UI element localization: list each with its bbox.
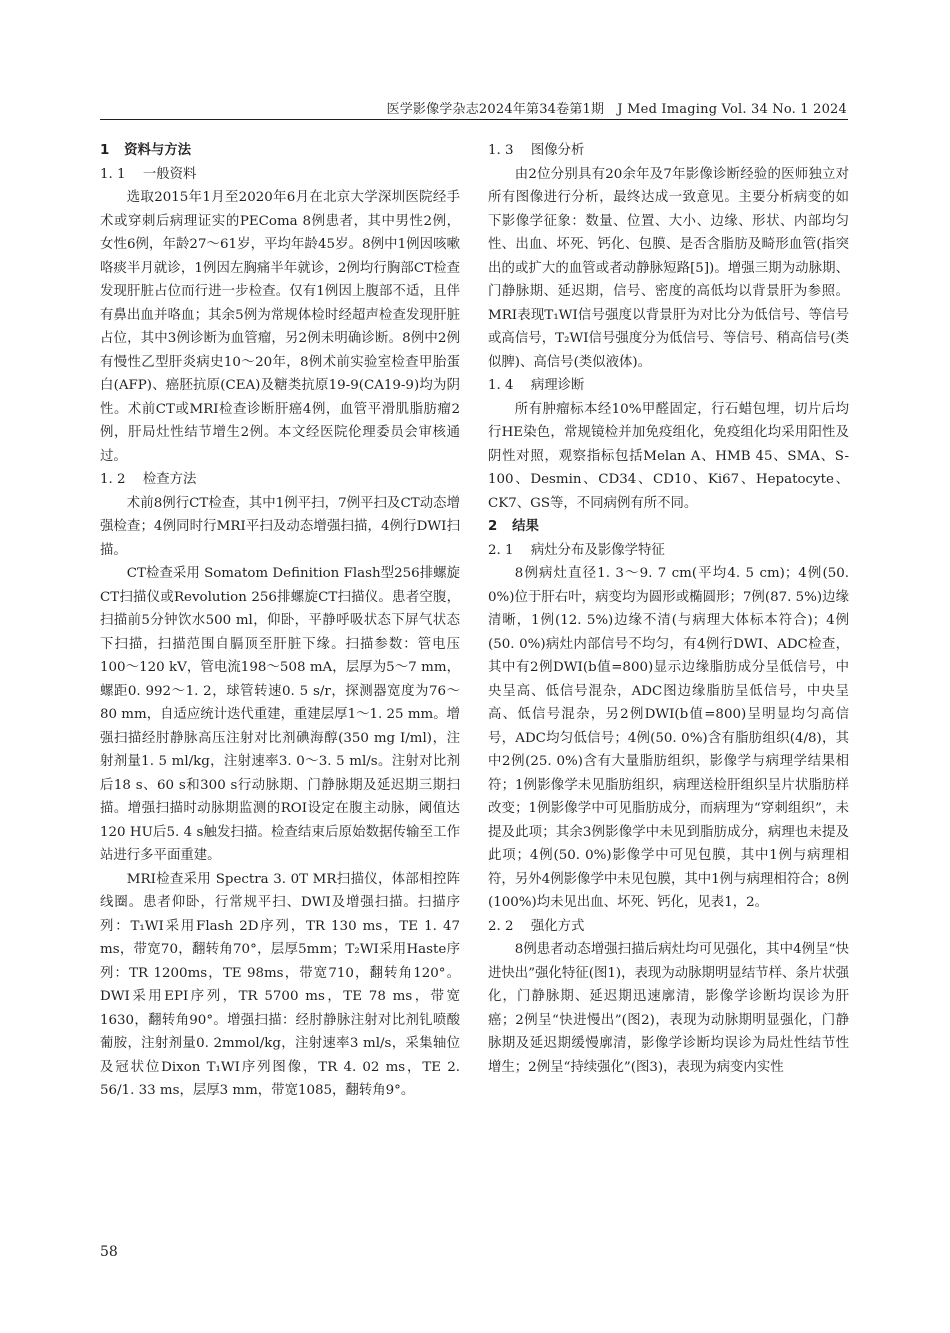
subsection-heading — [488, 139, 849, 163]
section-heading — [100, 139, 460, 163]
section-heading — [488, 515, 849, 539]
paragraph: 所有肿瘤标本经10%甲醛固定，行石蜡包埋，切片后均行HE染色，常规镜检并加免疫组化，免疫组化均采用阳性及阴性对照，观察指标包括Melan A、HMB 45、SMA、S-100、Desmin、CD34、CD10、Ki67、Hepatocyte、CK7、GS等，不同病例有所不同。 — [488, 401, 849, 511]
section-number: 1 — [100, 143, 110, 158]
right-column — [488, 139, 849, 1079]
subsection-number: 2. 2 — [488, 918, 514, 934]
subsection-number: 2. 1 — [488, 542, 514, 558]
page-number: 58 — [100, 1244, 118, 1260]
paragraph: 选取2015年1月至2020年6月在北京大学深圳医院经手术或穿刺后病理证实的PEComa 8例患者，其中男性2例，女性6例，年龄27～61岁，平均年龄45岁。8例中1例因咳嗽咯痰半月就诊，1例因左胸痛半年就诊，2例均行胸部CT检查发现肝脏占位而行进一步检查。仅有1例因上腹部不适，且伴有鼻出血并咯血；其余5例为常规体检时经超声检查发现肝脏占位，其中3例诊断为血管瘤，另2例未明确诊断。8例中2例有慢性乙型肝炎病史10～20年，8例术前实验室检查甲胎蛋白(AFP)、癌胚抗原(CEA)及糖类抗原19-9(CA19-9)均为阴性。术前CT或MRI检查诊断肝癌4例，血管平滑肌脂肪瘤2例，肝局灶性结节增生2例。本文经医院伦理委员会审核通过。 — [100, 190, 460, 464]
subsection-title: 一般资料 — [142, 166, 197, 182]
subsection-heading — [488, 539, 849, 563]
subsection-heading — [100, 163, 460, 187]
section-title: 资料与方法 — [124, 143, 192, 158]
subsection-number: 1. 2 — [100, 472, 126, 487]
left-column — [100, 139, 460, 1103]
subsection-heading — [100, 468, 460, 492]
paragraph: 8例病灶直径1. 3～9. 7 cm(平均4. 5 cm)；4例(50. 0%)位于肝右叶，病变均为圆形或椭圆形；7例(87. 5%)边缘清晰，1例(12. 5%)边缘不清(与病理大体标本符合)；4例(50. 0%)病灶内部信号不均匀，有4例行DWI、ADC检查，其中有2例DWI(b值=800)显示边缘脂肪成分呈低信号，中央呈高、低信号混杂，ADC图边缘脂肪呈低信号，中央呈高、低信号混杂，另2例DWI(b值=800)呈明显均匀高信号，ADC均匀低信号；4例(50. 0%)含有脂肪组织(4/8)，其中2例(25. 0%)含有大量脂肪组织，影像学与病理学结果相符；1例影像学未见脂肪组织，病理送检肝组织呈片状脂肪样改变；1例影像学中可见脂肪成分，而病理为“穿刺组织”，未提及此项；其余3例影像学中未见到脂肪成分，病理也未提及此项；4例(50. 0%)影像学中可见包膜，其中1例与病理相符，另外4例影像学中未见包膜，其中1例与病理相符合；8例(100%)均未见出血、坏死、钙化，见表1，2。 — [488, 566, 849, 910]
subsection-number: 1. 3 — [488, 143, 514, 158]
subsection-number: 1. 1 — [100, 166, 126, 182]
subsection-title: 病理诊断 — [530, 378, 585, 393]
paragraph: 8例患者动态增强扫描后病灶均可见强化，其中4例呈“快进快出”强化特征(图1)，表现为动脉期明显结节样、条片状强化，门静脉期、延迟期迅速廓清，影像学诊断均误诊为肝癌；2例呈“快进慢出”(图2)，表现为动脉期明显强化，门静脉期及延迟期缓慢廓清，影像学诊断均误诊为局灶性结节性增生；2例呈“持续强化”(图3)，表现为病变内实性 — [488, 942, 849, 1075]
paragraph: 由2位分别具有20余年及7年影像诊断经验的医师独立对所有图像进行分析，最终达成一致意见。主要分析病变的如下影像学征象：数量、位置、大小、边缘、形状、内部均匀性、出血、坏死、钙化、包膜、是否含脂肪及畸形血管(指突出的或扩大的血管或者动静脉短路[5])。增强三期为动脉期、门静脉期、延迟期，信号、密度的高低均以背景肝为参照。MRI表现T₁WI信号强度以背景肝为对比分为低信号、等信号或高信号，T₂WI信号强度分为低信号、等信号、稍高信号(类似脾)、高信号(类似液体)。 — [488, 166, 849, 370]
paragraph: CT检查采用 Somatom Definition Flash型256排螺旋CT扫描仪或Revolution 256排螺旋CT扫描仪。患者空腹，扫描前5分钟饮水500 ml，仰卧，平静呼吸状态下屏气状态下扫描，扫描范围自膈顶至肝脏下缘。扫描参数：管电压100～120 kV，管电流198～508 mA，层厚为5～7 mm，螺距0. 992～1. 2，球管转速0. 5 s/r，探测器宽度为76～80 mm，自适应统计迭代重建，重建层厚1～1. 25 mm。增强扫描经肘静脉高压注射对比剂碘海醇(350 mg I/ml)，注射剂量1. 5 ml/kg，注射速率3. 0～3. 5 ml/s。注射对比剂后18 s、60 s和300 s行动脉期、门静脉期及延迟期三期扫描。增强扫描时动脉期监测的ROI设定在腹主动脉，阈值达120 HU后5. 4 s触发扫描。检查结束后原始数据传输至工作站进行多平面重建。 — [100, 566, 460, 863]
section-title: 结果 — [512, 519, 539, 534]
subsection-title: 病灶分布及影像学特征 — [530, 542, 665, 558]
subsection-title: 图像分析 — [530, 143, 585, 158]
paragraph: 术前8例行CT检查，其中1例平扫，7例平扫及CT动态增强检查；4例同时行MRI平扫及动态增强扫描，4例行DWI扫描。 — [100, 495, 460, 558]
subsection-heading — [488, 374, 849, 398]
header-rule — [100, 119, 848, 120]
subsection-title: 强化方式 — [530, 918, 585, 934]
paragraph: MRI检查采用 Spectra 3. 0T MR扫描仪，体部相控阵线圈。患者仰卧，行常规平扫、DWI及增强扫描。扫描序列：T₁WI采用Flash 2D序列，TR 130 ms，TE 1. 47 ms，带宽70，翻转角70°，层厚5mm；T₂WI采用Haste序列：TR 1200ms，TE 98ms，带宽710，翻转角120°。DWI采用EPI序列，TR 5700 ms，TE 78 ms，带宽1630，翻转角90°。增强扫描：经肘静脉注射对比剂钆喷酸葡胺，注射剂量0. 2mmol/kg，注射速率3 ml/s，采集轴位及冠状位Dixon T₁WI序列图像，TR 4. 02 ms，TE 2. 56/1. 33 ms，层厚3 mm，带宽1085，翻转角9°。 — [100, 871, 460, 1098]
section-number: 2 — [488, 519, 498, 534]
subsection-heading — [488, 915, 849, 939]
subsection-number: 1. 4 — [488, 378, 514, 393]
running-header: 医学影像学杂志2024年第34卷第1期 J Med Imaging Vol. 34 No. 1 2024 — [386, 102, 847, 117]
subsection-title: 检查方法 — [142, 472, 197, 487]
